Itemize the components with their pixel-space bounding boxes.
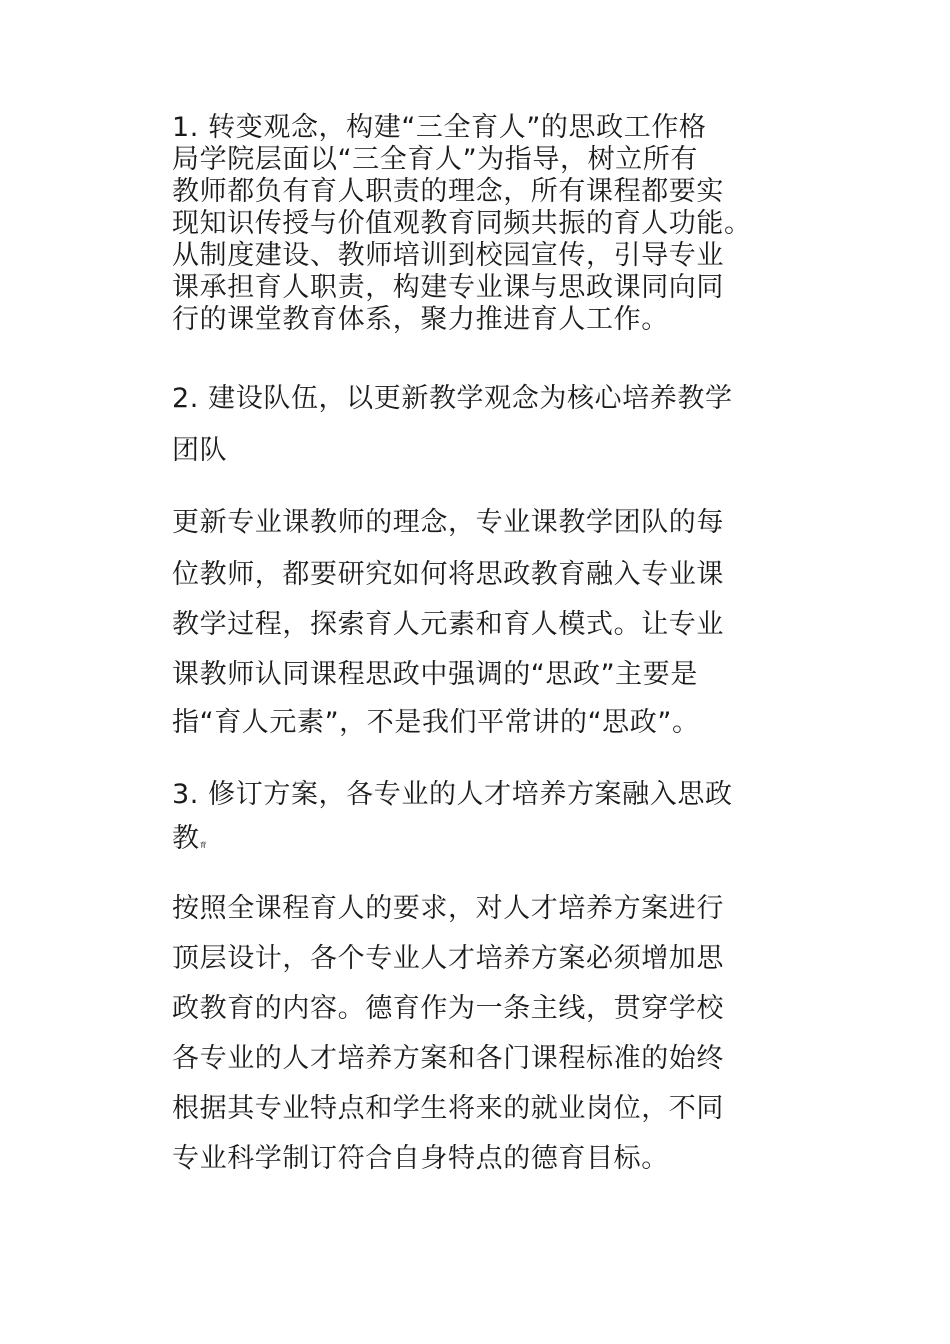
text-line: 课承担育人职责，构建专业课与思政课同向同 [172,272,724,303]
heading-text: 教 [172,823,200,854]
heading-line [172,814,207,870]
text-line: 行的课堂教育体系，聚力推进育人工作。 [172,304,669,335]
heading-line: 3. 修订方案，各专业的人才培养方案融入思政 [172,779,733,810]
text-line: 顶层设计，各个专业人才培养方案必须增加思 [172,943,724,974]
text-line: 教师都负有育人职责的理念，所有课程都要实 [172,176,724,207]
text-line: 位教师，都要研究如何将思政教育融入专业课 [172,559,724,590]
text-line: 专业科学制订符合自身特点的德育目标。 [172,1143,669,1174]
text-line: 局学院层面以“三全育人”为指导，树立所有 [172,144,698,175]
text-line: 指“育人元素”，不是我们平常讲的“思政”。 [172,707,700,738]
heading-line: 2. 建设队伍，以更新教学观念为核心培养教学 [172,383,733,414]
text-line: 按照全课程育人的要求，对人才培养方案进行 [172,893,724,924]
text-line: 政教育的内容。德育作为一条主线，贯穿学校 [172,993,724,1024]
text-line: 教学过程，探索育人元素和育人模式。让专业 [172,609,724,640]
text-line: 1. 转变观念，构建“三全育人”的思政工作格 [172,112,707,143]
text-line: 各专业的人才培养方案和各门课程标准的始终 [172,1043,724,1074]
text-line: 课教师认同课程思政中强调的“思政”主要是 [172,659,698,690]
text-line: 现知识传授与价值观教育同频共振的育人功能。 [172,208,752,239]
text-line: 从制度建设、教师培训到校园宣传，引导专业 [172,240,724,271]
text-line: 根据其专业特点和学生将来的就业岗位，不同 [172,1093,724,1124]
text-line: 更新专业课教师的理念，专业课教学团队的每 [172,507,724,538]
heading-small-mark: 育 [199,841,207,849]
heading-line: 团队 [172,435,228,466]
